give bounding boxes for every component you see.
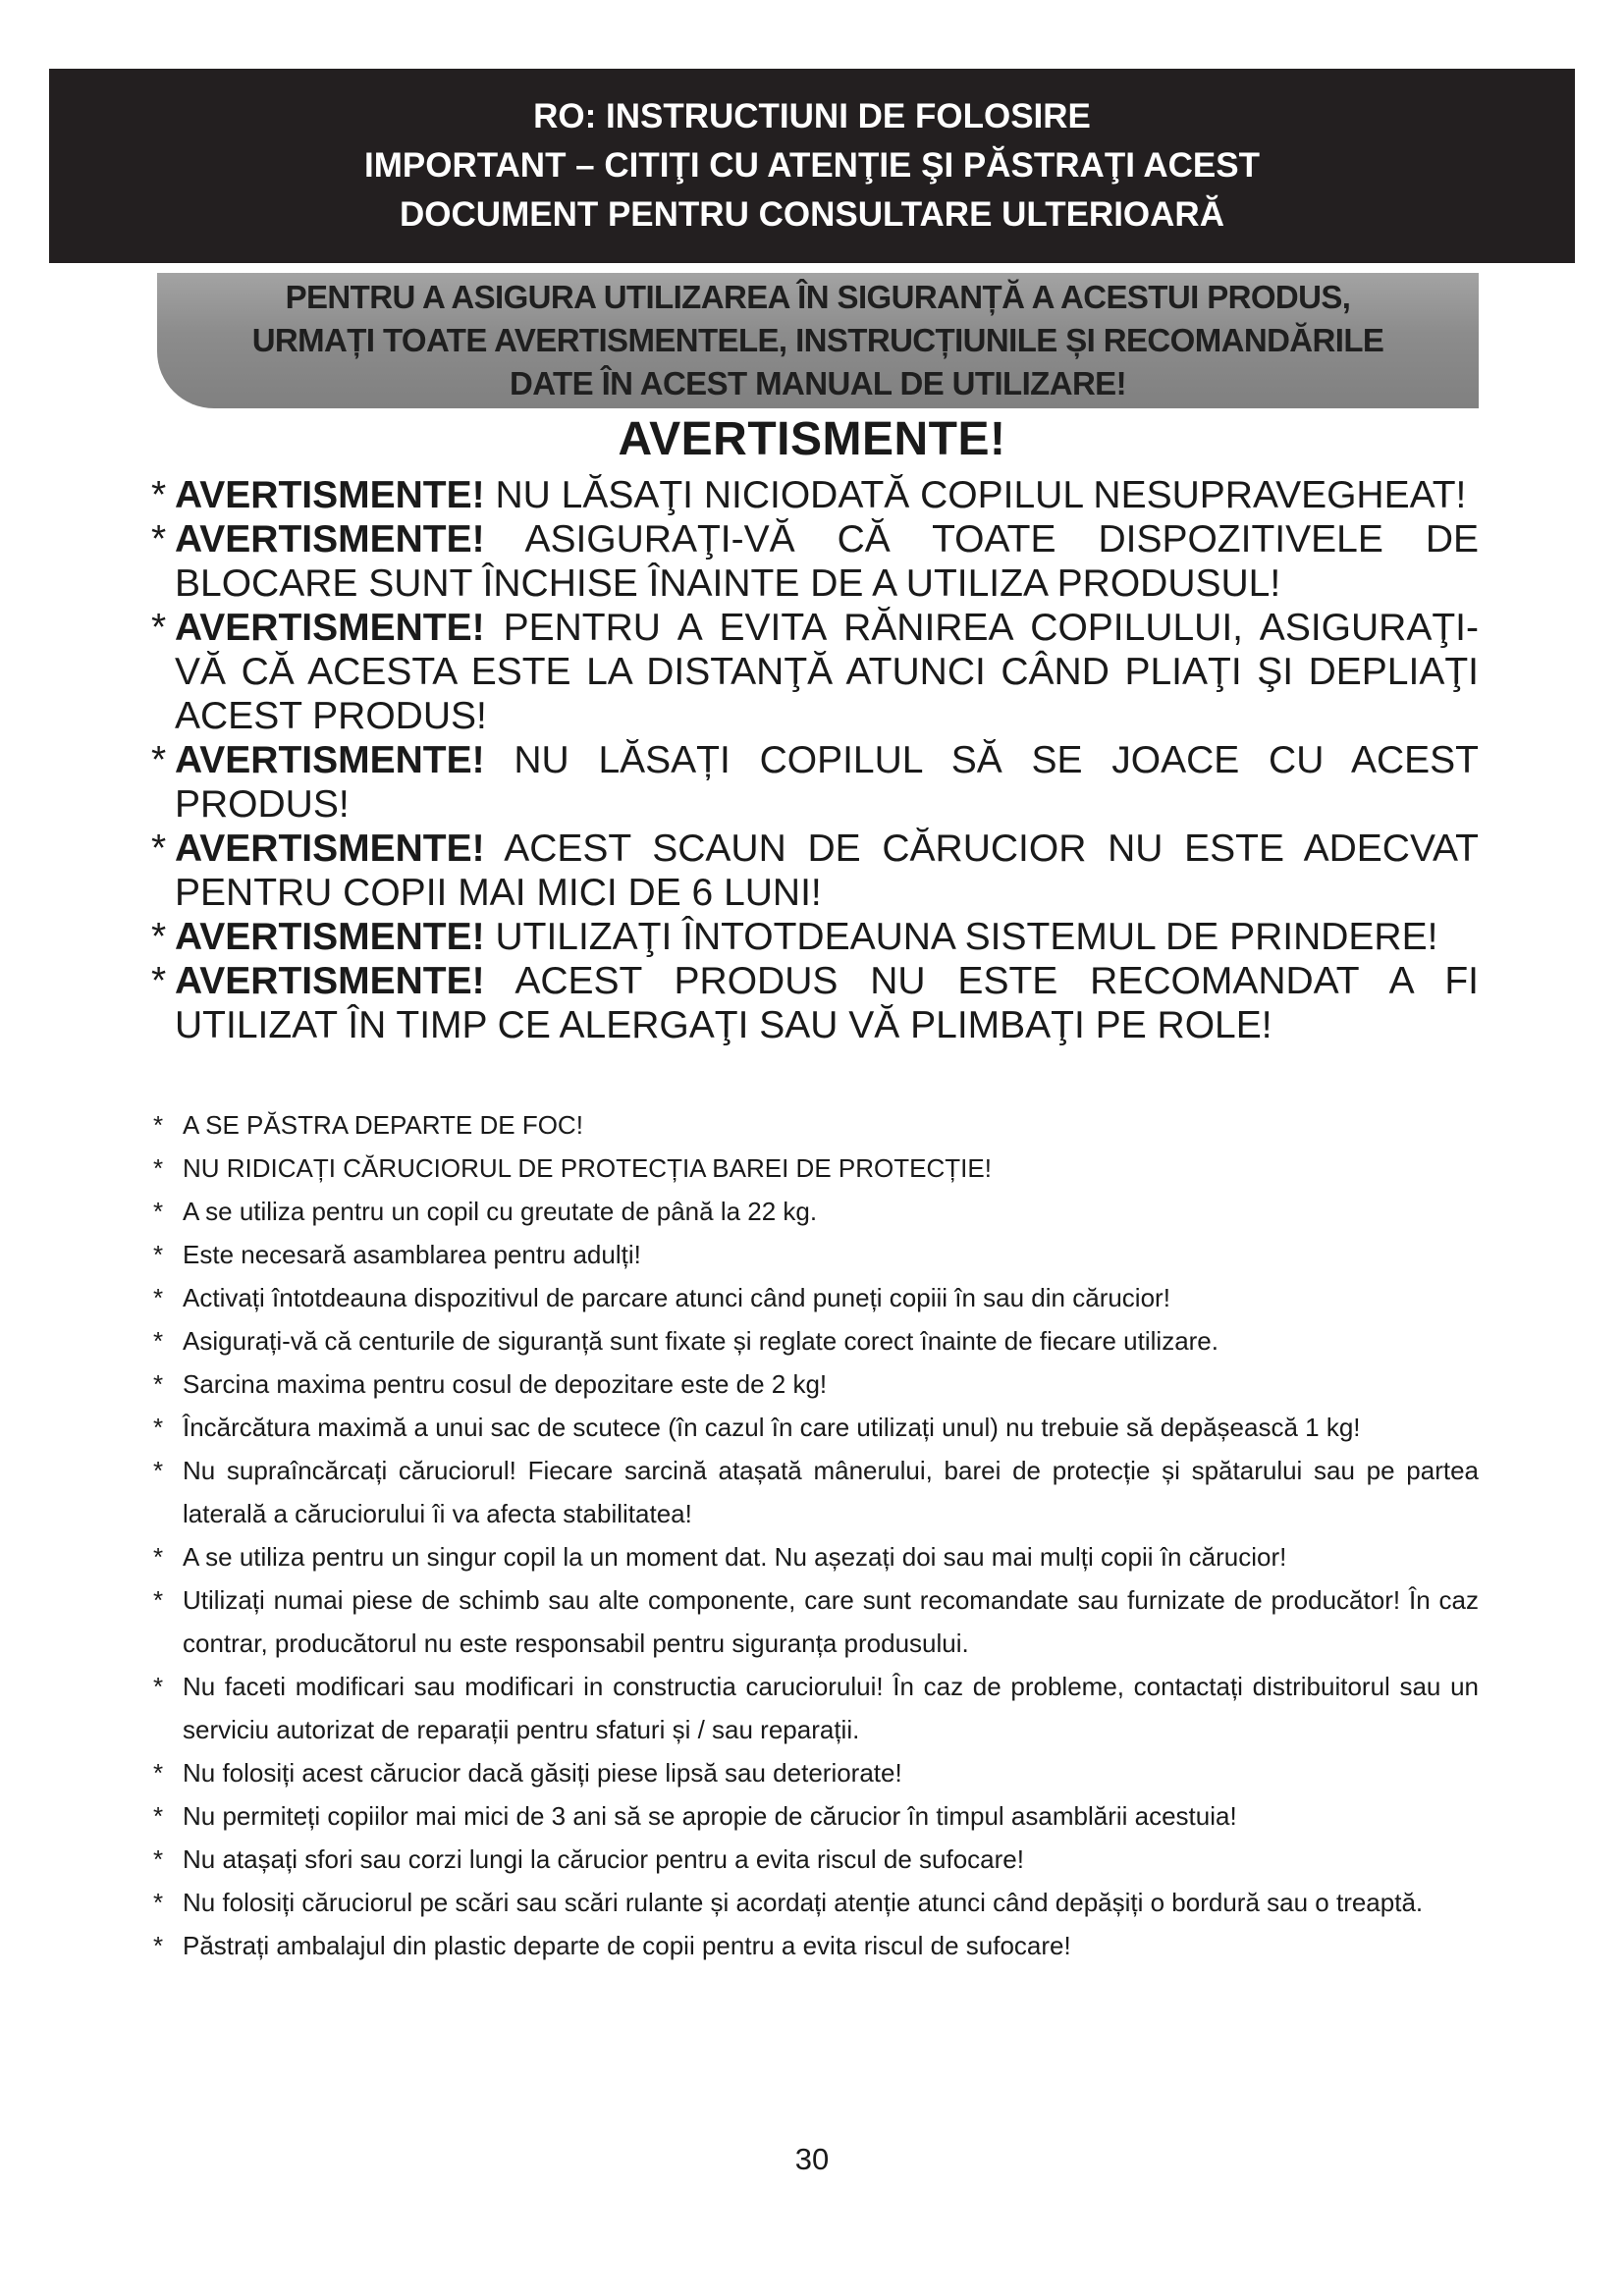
bullet-asterisk: * — [153, 1197, 164, 1226]
rule-item — [147, 1362, 1479, 1406]
warning-text: ASIGURAŢI-VĂ CĂ TOATE DISPOZITIVELE DE BLOCARE SUNT ÎNCHISE ÎNAINTE DE A UTILIZA PRODUSUL! — [175, 518, 1479, 605]
rule-text: Păstrați ambalajul din plastic departe de copii pentru a evita riscul de sufocare! — [183, 1931, 1071, 1960]
rule-text: Nu atașați sfori sau corzi lungi la cărucior pentru a evita riscul de sufocare! — [183, 1844, 1024, 1874]
rule-text: Nu supraîncărcați căruciorul! Fiecare sarcină atașată mânerului, barei de protecție și spătarului sau pe partea laterală a căruciorului îi va afecta stabilitatea! — [183, 1456, 1479, 1528]
bullet-asterisk: * — [153, 1110, 164, 1140]
rule-text: Activați întotdeauna dispozitivul de parcare atunci când puneți copiii în sau din cărucior! — [183, 1283, 1170, 1312]
warnings-list — [147, 473, 1479, 1047]
warning-item — [147, 959, 1479, 1047]
safety-rules-list — [147, 1103, 1479, 1967]
warning-item — [147, 827, 1479, 915]
rule-item — [147, 1794, 1479, 1838]
warning-keyword: AVERTISMENTE! — [175, 474, 485, 516]
bullet-asterisk: * — [153, 1931, 164, 1960]
rule-item — [147, 1535, 1479, 1578]
rule-item — [147, 1751, 1479, 1794]
rule-text: Nu folosiți acest cărucior dacă găsiți piese lipsă sau deteriorate! — [183, 1758, 902, 1788]
warning-keyword: AVERTISMENTE! — [175, 607, 485, 649]
page-number: 30 — [794, 2142, 830, 2176]
warning-item — [147, 915, 1479, 959]
bullet-asterisk: * — [153, 1283, 164, 1312]
warning-keyword: AVERTISMENTE! — [175, 916, 485, 958]
warning-keyword: AVERTISMENTE! — [175, 960, 485, 1002]
header-line-2: IMPORTANT – CITIŢI CU ATENŢIE ŞI PĂSTRAŢI ACEST — [364, 146, 1260, 185]
rule-item — [147, 1449, 1479, 1535]
warning-text: PENTRU A EVITA RĂNIREA COPILULUI, ASIGURAŢI-VĂ CĂ ACESTA ESTE LA DISTANŢĂ ATUNCI CÂND PLIAŢI ŞI DEPLIAŢI ACEST PRODUS! — [175, 607, 1479, 737]
rule-item — [147, 1578, 1479, 1665]
rule-item — [147, 1147, 1479, 1190]
warning-keyword: AVERTISMENTE! — [175, 739, 485, 781]
bullet-asterisk: * — [153, 1672, 164, 1701]
warning-keyword: AVERTISMENTE! — [175, 518, 485, 561]
bullet-asterisk: * — [151, 518, 167, 561]
rule-text: Nu folosiți căruciorul pe scări sau scări rulante și acordați atenție atunci când depășiți o bordură sau o treaptă. — [183, 1888, 1424, 1917]
rule-item — [147, 1233, 1479, 1276]
rule-item — [147, 1881, 1479, 1924]
warning-text: NU LĂSAŢI NICIODATĂ COPILUL NESUPRAVEGHEAT! — [484, 474, 1467, 516]
bullet-asterisk: * — [153, 1758, 164, 1788]
rule-text: A se utiliza pentru un copil cu greutate de până la 22 kg. — [183, 1197, 818, 1226]
warning-item — [147, 606, 1479, 738]
warning-text: UTILIZAŢI ÎNTOTDEAUNA SISTEMUL DE PRINDERE! — [484, 916, 1438, 958]
rule-item — [147, 1665, 1479, 1751]
banner-line-1: PENTRU A ASIGURA UTILIZAREA ÎN SIGURANȚĂ A ACESTUI PRODUS, — [285, 279, 1351, 315]
rule-text: A SE PĂSTRA DEPARTE DE FOC! — [183, 1110, 583, 1140]
warning-keyword: AVERTISMENTE! — [175, 828, 485, 870]
rule-text: Este necesară asamblarea pentru adulți! — [183, 1240, 641, 1269]
rule-text: Utilizați numai piese de schimb sau alte componente, care sunt recomandate sau furnizate de producător! În caz contrar, producătorul nu este responsabil pentru siguranța produsului. — [183, 1585, 1479, 1658]
bullet-asterisk: * — [151, 916, 167, 958]
bullet-asterisk: * — [151, 960, 167, 1002]
bullet-asterisk: * — [153, 1413, 164, 1442]
header-line-3: DOCUMENT PENTRU CONSULTARE ULTERIOARĂ — [400, 195, 1224, 234]
warning-item — [147, 517, 1479, 606]
rule-item — [147, 1319, 1479, 1362]
banner-line-2: URMAȚI TOATE AVERTISMENTELE, INSTRUCȚIUNILE ȘI RECOMANDĂRILE — [251, 322, 1384, 358]
rule-text: Asigurați-vă că centurile de siguranță sunt fixate și reglate corect înainte de fiecare utilizare. — [183, 1326, 1218, 1356]
warning-text: NU LĂSAȚI COPILUL SĂ SE JOACE CU ACEST PRODUS! — [175, 739, 1479, 826]
document-header — [49, 69, 1575, 263]
rule-item — [147, 1406, 1479, 1449]
warning-text: ACEST PRODUS NU ESTE RECOMANDAT A FI UTILIZAT ÎN TIMP CE ALERGAŢI SAU VĂ PLIMBAŢI PE ROLE! — [175, 960, 1479, 1046]
section-title: AVERTISMENTE! — [618, 413, 1006, 465]
rule-item — [147, 1276, 1479, 1319]
bullet-asterisk: * — [153, 1153, 164, 1183]
bullet-asterisk: * — [153, 1456, 164, 1485]
bullet-asterisk: * — [153, 1326, 164, 1356]
warning-text: ACEST SCAUN DE CĂRUCIOR NU ESTE ADECVAT PENTRU COPII MAI MICI DE 6 LUNI! — [175, 828, 1479, 914]
bullet-asterisk: * — [153, 1888, 164, 1917]
rule-item — [147, 1838, 1479, 1881]
safety-banner — [157, 273, 1479, 408]
rule-item — [147, 1190, 1479, 1233]
rule-text: Încărcătura maximă a unui sac de scutece (în cazul în care utilizați unul) nu trebuie să depășească 1 kg! — [183, 1413, 1361, 1442]
rule-text: A se utiliza pentru un singur copil la un moment dat. Nu așezați doi sau mai mulți copii în cărucior! — [183, 1542, 1287, 1572]
warning-item — [147, 738, 1479, 827]
bullet-asterisk: * — [151, 474, 167, 516]
bullet-asterisk: * — [153, 1801, 164, 1831]
bullet-asterisk: * — [153, 1542, 164, 1572]
rule-text: NU RIDICAȚI CĂRUCIORUL DE PROTECȚIA BAREI DE PROTECȚIE! — [183, 1153, 992, 1183]
header-line-1: RO: INSTRUCTIUNI DE FOLOSIRE — [533, 97, 1091, 135]
bullet-asterisk: * — [151, 739, 167, 781]
warning-item — [147, 473, 1479, 517]
bullet-asterisk: * — [153, 1240, 164, 1269]
rule-text: Nu permiteți copiilor mai mici de 3 ani să se apropie de cărucior în timpul asamblării acestuia! — [183, 1801, 1237, 1831]
bullet-asterisk: * — [151, 828, 167, 870]
rule-text: Nu faceti modificari sau modificari in constructia caruciorului! În caz de probleme, contactați distribuitorul sau un serviciu autorizat de reparații pentru sfaturi și / sau reparații. — [183, 1672, 1479, 1744]
bullet-asterisk: * — [153, 1369, 164, 1399]
bullet-asterisk: * — [153, 1585, 164, 1615]
rule-item — [147, 1924, 1479, 1967]
rule-text: Sarcina maxima pentru cosul de depozitare este de 2 kg! — [183, 1369, 828, 1399]
bullet-asterisk: * — [153, 1844, 164, 1874]
banner-line-3: DATE ÎN ACEST MANUAL DE UTILIZARE! — [510, 365, 1126, 401]
bullet-asterisk: * — [151, 607, 167, 649]
rule-item — [147, 1103, 1479, 1147]
